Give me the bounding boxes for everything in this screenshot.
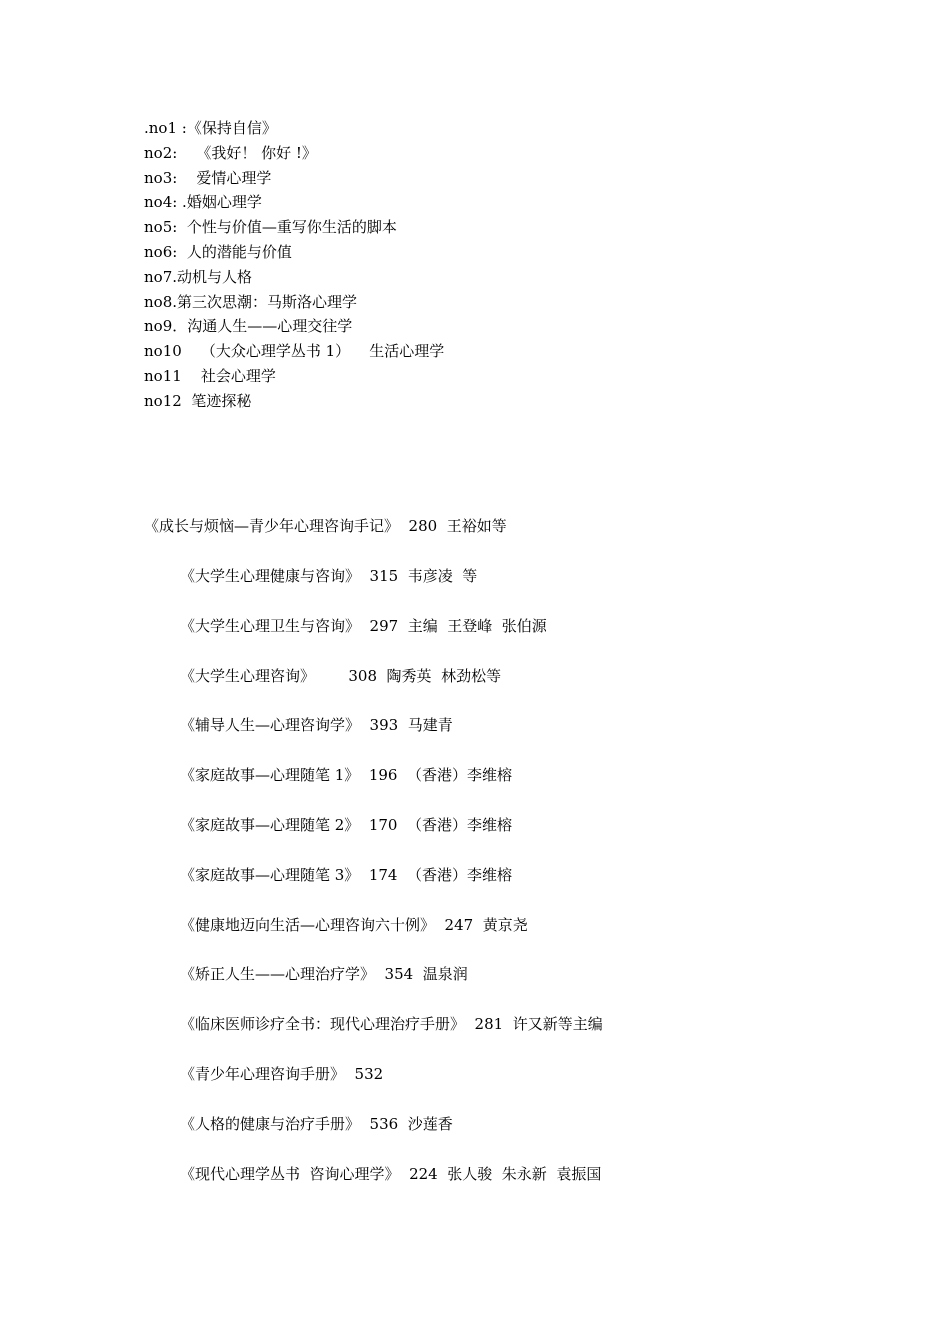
series-item-3: no3: 爱情心理学 bbox=[144, 168, 272, 187]
book-entry: 《青少年心理咨询手册》 532 bbox=[180, 1064, 384, 1083]
book-entry: 《家庭故事—心理随笔 1》 196 （香港）李维榕 bbox=[180, 766, 513, 785]
book-entry: 《大学生心理健康与咨询》 315 韦彦凌 等 bbox=[180, 567, 478, 585]
series-item-1: .no1 :《保持自信》 bbox=[144, 119, 277, 137]
series-item-5: no5: 个性与价值—重写你生活的脚本 bbox=[144, 218, 397, 237]
book-entry: 《人格的健康与治疗手册》 536 沙莲香 bbox=[180, 1114, 453, 1133]
series-item-11: no11 社会心理学 bbox=[144, 366, 276, 385]
book-list bbox=[180, 564, 603, 1211]
series-list bbox=[144, 116, 444, 414]
series-item-8: no8.第三次思潮：马斯洛心理学 bbox=[144, 292, 358, 311]
book-entry: 《临床医师诊疗全书：现代心理治疗手册》 281 许又新等主编 bbox=[180, 1015, 603, 1034]
book-entry-first: 《成长与烦恼—青少年心理咨询手记》 280 王裕如等 bbox=[144, 517, 507, 535]
series-item-4: no4: .婚姻心理学 bbox=[144, 193, 262, 212]
book-entry: 《健康地迈向生活—心理咨询六十例》 247 黄京尧 bbox=[180, 915, 528, 934]
book-entry: 《大学生心理卫生与咨询》 297 主编 王登峰 张伯源 bbox=[180, 616, 547, 635]
book-entry: 《矫正人生——心理治疗学》 354 温泉润 bbox=[180, 965, 468, 984]
series-item-12: no12 笔迹探秘 bbox=[144, 391, 252, 410]
book-entry: 《辅导人生—心理咨询学》 393 马建青 bbox=[180, 716, 453, 735]
series-item-2: no2: 《我好！ 你好 !》 bbox=[144, 143, 317, 162]
series-item-7: no7.动机与人格 bbox=[144, 267, 253, 286]
book-entry: 《现代心理学丛书 咨询心理学》 224 张人骏 朱永新 袁振国 bbox=[180, 1164, 602, 1183]
series-item-9: no9．沟通人生——心理交往学 bbox=[144, 317, 353, 336]
book-entry: 《家庭故事—心理随笔 3》 174 （香港）李维榕 bbox=[180, 865, 513, 884]
book-entry: 《大学生心理咨询》 308 陶秀英 林劲松等 bbox=[180, 666, 502, 685]
series-item-10: no10 （大众心理学丛书 1） 生活心理学 bbox=[144, 342, 445, 361]
book-entry: 《家庭故事—心理随笔 2》 170 （香港）李维榕 bbox=[180, 815, 513, 834]
series-item-6: no6: 人的潜能与价值 bbox=[144, 242, 292, 261]
